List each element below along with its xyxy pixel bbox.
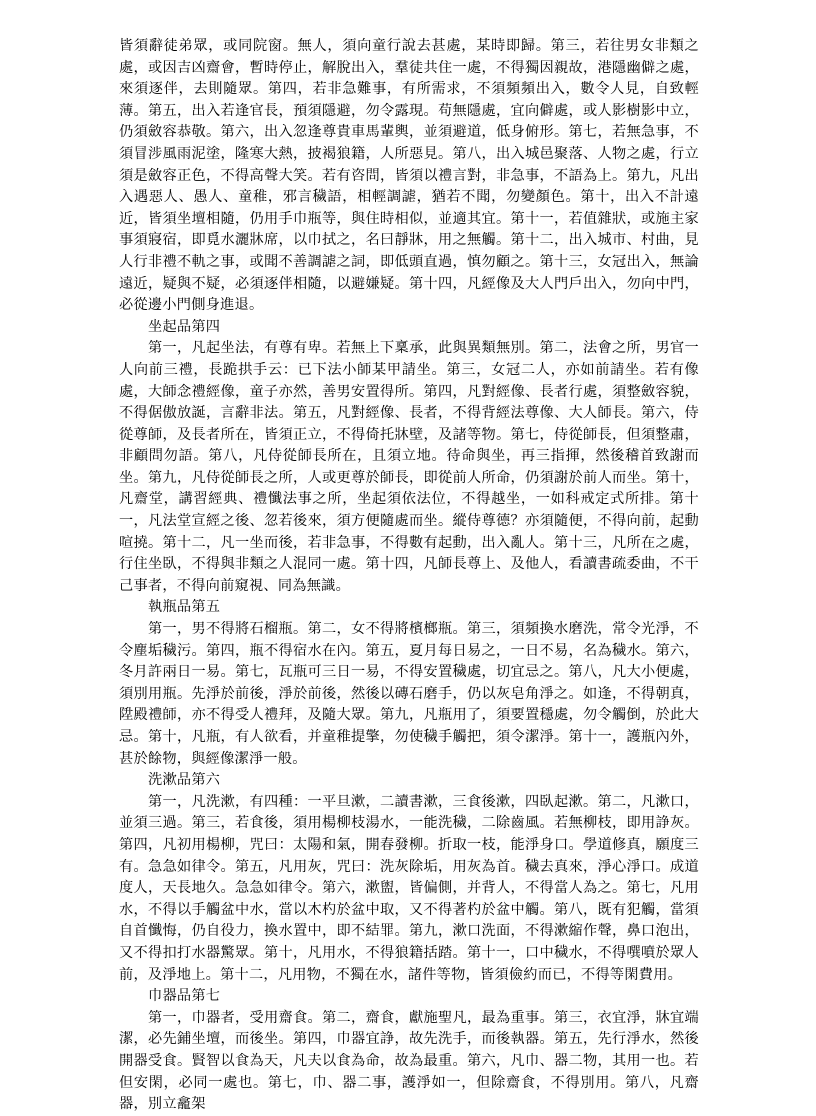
section-heading-vessels: 巾器品第七 bbox=[148, 988, 221, 1005]
section-heading-sitting: 坐起品第四 bbox=[148, 318, 221, 335]
paragraph-vessels-rules: 第一，巾器者，受用齋食。第二，齋食，獻施聖凡，最為重事。第三，衣宜淨，牀宜端潔，必先鋪坐壇，而後坐。第四，巾器宜諍，故先洗手，而後執器。第五，先行淨水，然後開器受食。賢智以食為天，凡夫以食為命，故為最重。第六，凡巾、器二物，其用一也。若但安閑，必同一處也。第七，巾、器二事，護淨如一，但除齋食，不得別用。第八，凡齋器，別立龕架 bbox=[119, 1009, 699, 1113]
paragraph-travel-rules: 皆須辭徒弟眾，或同院窗。無人，須向童行說去甚處，某時即歸。第三，若往男女非類之處，或因吉凶齋會，暫時停止，解脫出入，羣徒共住一處，不得獨因親故，港隱幽僻之處，來須逐伴，去則隨眾。第四，若非急難事，有所需求，不須頻頻出入，數令人見，自致輕薄。第五，出入若逢官長，預須隱避，勿令露現。苟無隱處，宜向僻處，或人影樹影中立，仍須斂容恭敬。第六，出入忽逢尊貴車馬輩輿，並須避道，低身俯形。第七，若無急事，不須冒涉風雨泥塗，隆寒大熱，披褐狼籍，人所惡見。第八，出入城邑聚落、人物之處，行立須是斂容正色，不得高聲大笑。若有咨問，皆須以禮言對，非急事，不語為上。第九，凡出入遇惡人、愚人、童稚，邪言穢語，相輕調謔，猶若不聞，勿變顏色。第十，出入不計遠近，皆須坐壇相隨，仍用手巾瓶等，與住時相似，並適其宜。第十一，若值雜狀，或施主家事須寢宿，即覓水灑牀席，以巾拭之，名曰靜牀，用之無觸。第十二，出入城市、村曲，見人行非禮不軌之事，或聞不善調謔之詞，即低頭直過，慎勿顧之。第十三，女冠出入，無論遠近，疑與不疑，必須逐伴相隨，以避嫌疑。第十四，凡經像及大人門戶出入，勿向中門，必從邊小門側身進退。 bbox=[119, 38, 699, 314]
document-page bbox=[119, 36, 699, 1116]
paragraph-washing-rules: 第一，凡洗漱，有四種：一平旦漱，二讀書漱，三食後漱，四臥起漱。第二，凡漱口，並須三過。第三，若食後，須用楊柳枝湯水，一能洗穢，二除齒風。若無柳枝，即用諍灰。第四，凡初用楊柳，咒曰：太陽和氣，開春發柳。折取一枝，能淨身口。學道修真，願度三有。急急如律令。第五，凡用灰，咒曰：洗灰除垢，用灰為首。穢去真來，淨心淨口。成道度人，天長地久。急急如律令。第六，漱盥，皆偏側，并背人，不得當人為之。第七，凡用水，不得以手觸盆中水，當以木杓於盆中取，又不得著杓於盆中觸。第八，既有犯觸，當須自首懺悔，仍自役力，換水置中，即不結罪。第九，漱口洗面，不得漱縮作聲，鼻口泡出，又不得扣打水器驚眾。第十，凡用水，不得狼籍括踏。第十一，口中穢水，不得噀噴於眾人前，及淨地上。第十二，凡用物，不獨在水，諸件等物，皆須儉約而已，不得等閑費用。 bbox=[119, 793, 699, 983]
paragraph-vase-rules: 第一，男不得將石榴瓶。第二，女不得將檳榔瓶。第三，須頻換水磨洗，常令光淨，不令塵垢穢污。第四，瓶不得宿水在內。第五，夏月每日易之，一日不易，名為穢水。第六，冬月許兩日一易。第七，瓦瓶可三日一易，不得安置穢處，切宜忌之。第八，凡大小便處，須別用瓶。先淨於前後，淨於前後，然後以磚石磨手，仍以灰皂角淨之。如逢，不得朝真，陞殿禮師，亦不得受人禮拜，及隨大眾。第九，凡瓶用了，須要置穩處，勿令觸倒，於此大忌。第十，凡瓶，有人欲看，并童稚提擎，勿使穢手觸把，須令潔淨。第十一，護瓶內外，甚於餘物，與經像潔淨一般。 bbox=[119, 621, 699, 767]
paragraph-sitting-rules: 第一，凡起坐法，有尊有卑。若無上下稟承，此與異類無別。第二，法會之所，男官一人向前三禮，長跪拱手云：已下法小師某甲請坐。第三，女冠二人，亦如前請坐。若有像處，大師念禮經像，童子亦然，善男安置得所。第四，凡對經像、長者行處，須整斂容貌，不得倨傲放誕，言辭非法。第五，凡對經像、長者，不得背經法尊像、大人師長。第六，侍從尊師，及長者所在，皆須正立，不得倚托牀壁，及諸等物。第七，侍從師長，但須整肅，非顧問勿語。第八，凡侍從師長所在，且須立地。待命與坐，再三指揮，然後稽首致謝而坐。第九，凡侍從師長之所，人或更尊於師長，即從前人所命，仍須謝於前人而坐。第十，凡齋堂，講習經典、禮懺法事之所，坐起須依法位，不得越坐，一如科戒定式所排。第十一，凡法堂宣經之後、忽若後來，須方便隨處而坐。縱侍尊德？亦須隨便，不得向前，起動喧撓。第十二，凡一坐而後，若非急事，不得數有起動，出入亂人。第十三，凡所在之處，行住坐臥，不得與非類之人混同一處。第十四，凡師長尊上、及他人，看讀書疏委曲，不干己事者，不得向前窺視、同為無識。 bbox=[119, 340, 699, 594]
section-heading-vase: 執瓶品第五 bbox=[148, 599, 221, 616]
section-heading-washing: 洗漱品第六 bbox=[148, 772, 221, 789]
